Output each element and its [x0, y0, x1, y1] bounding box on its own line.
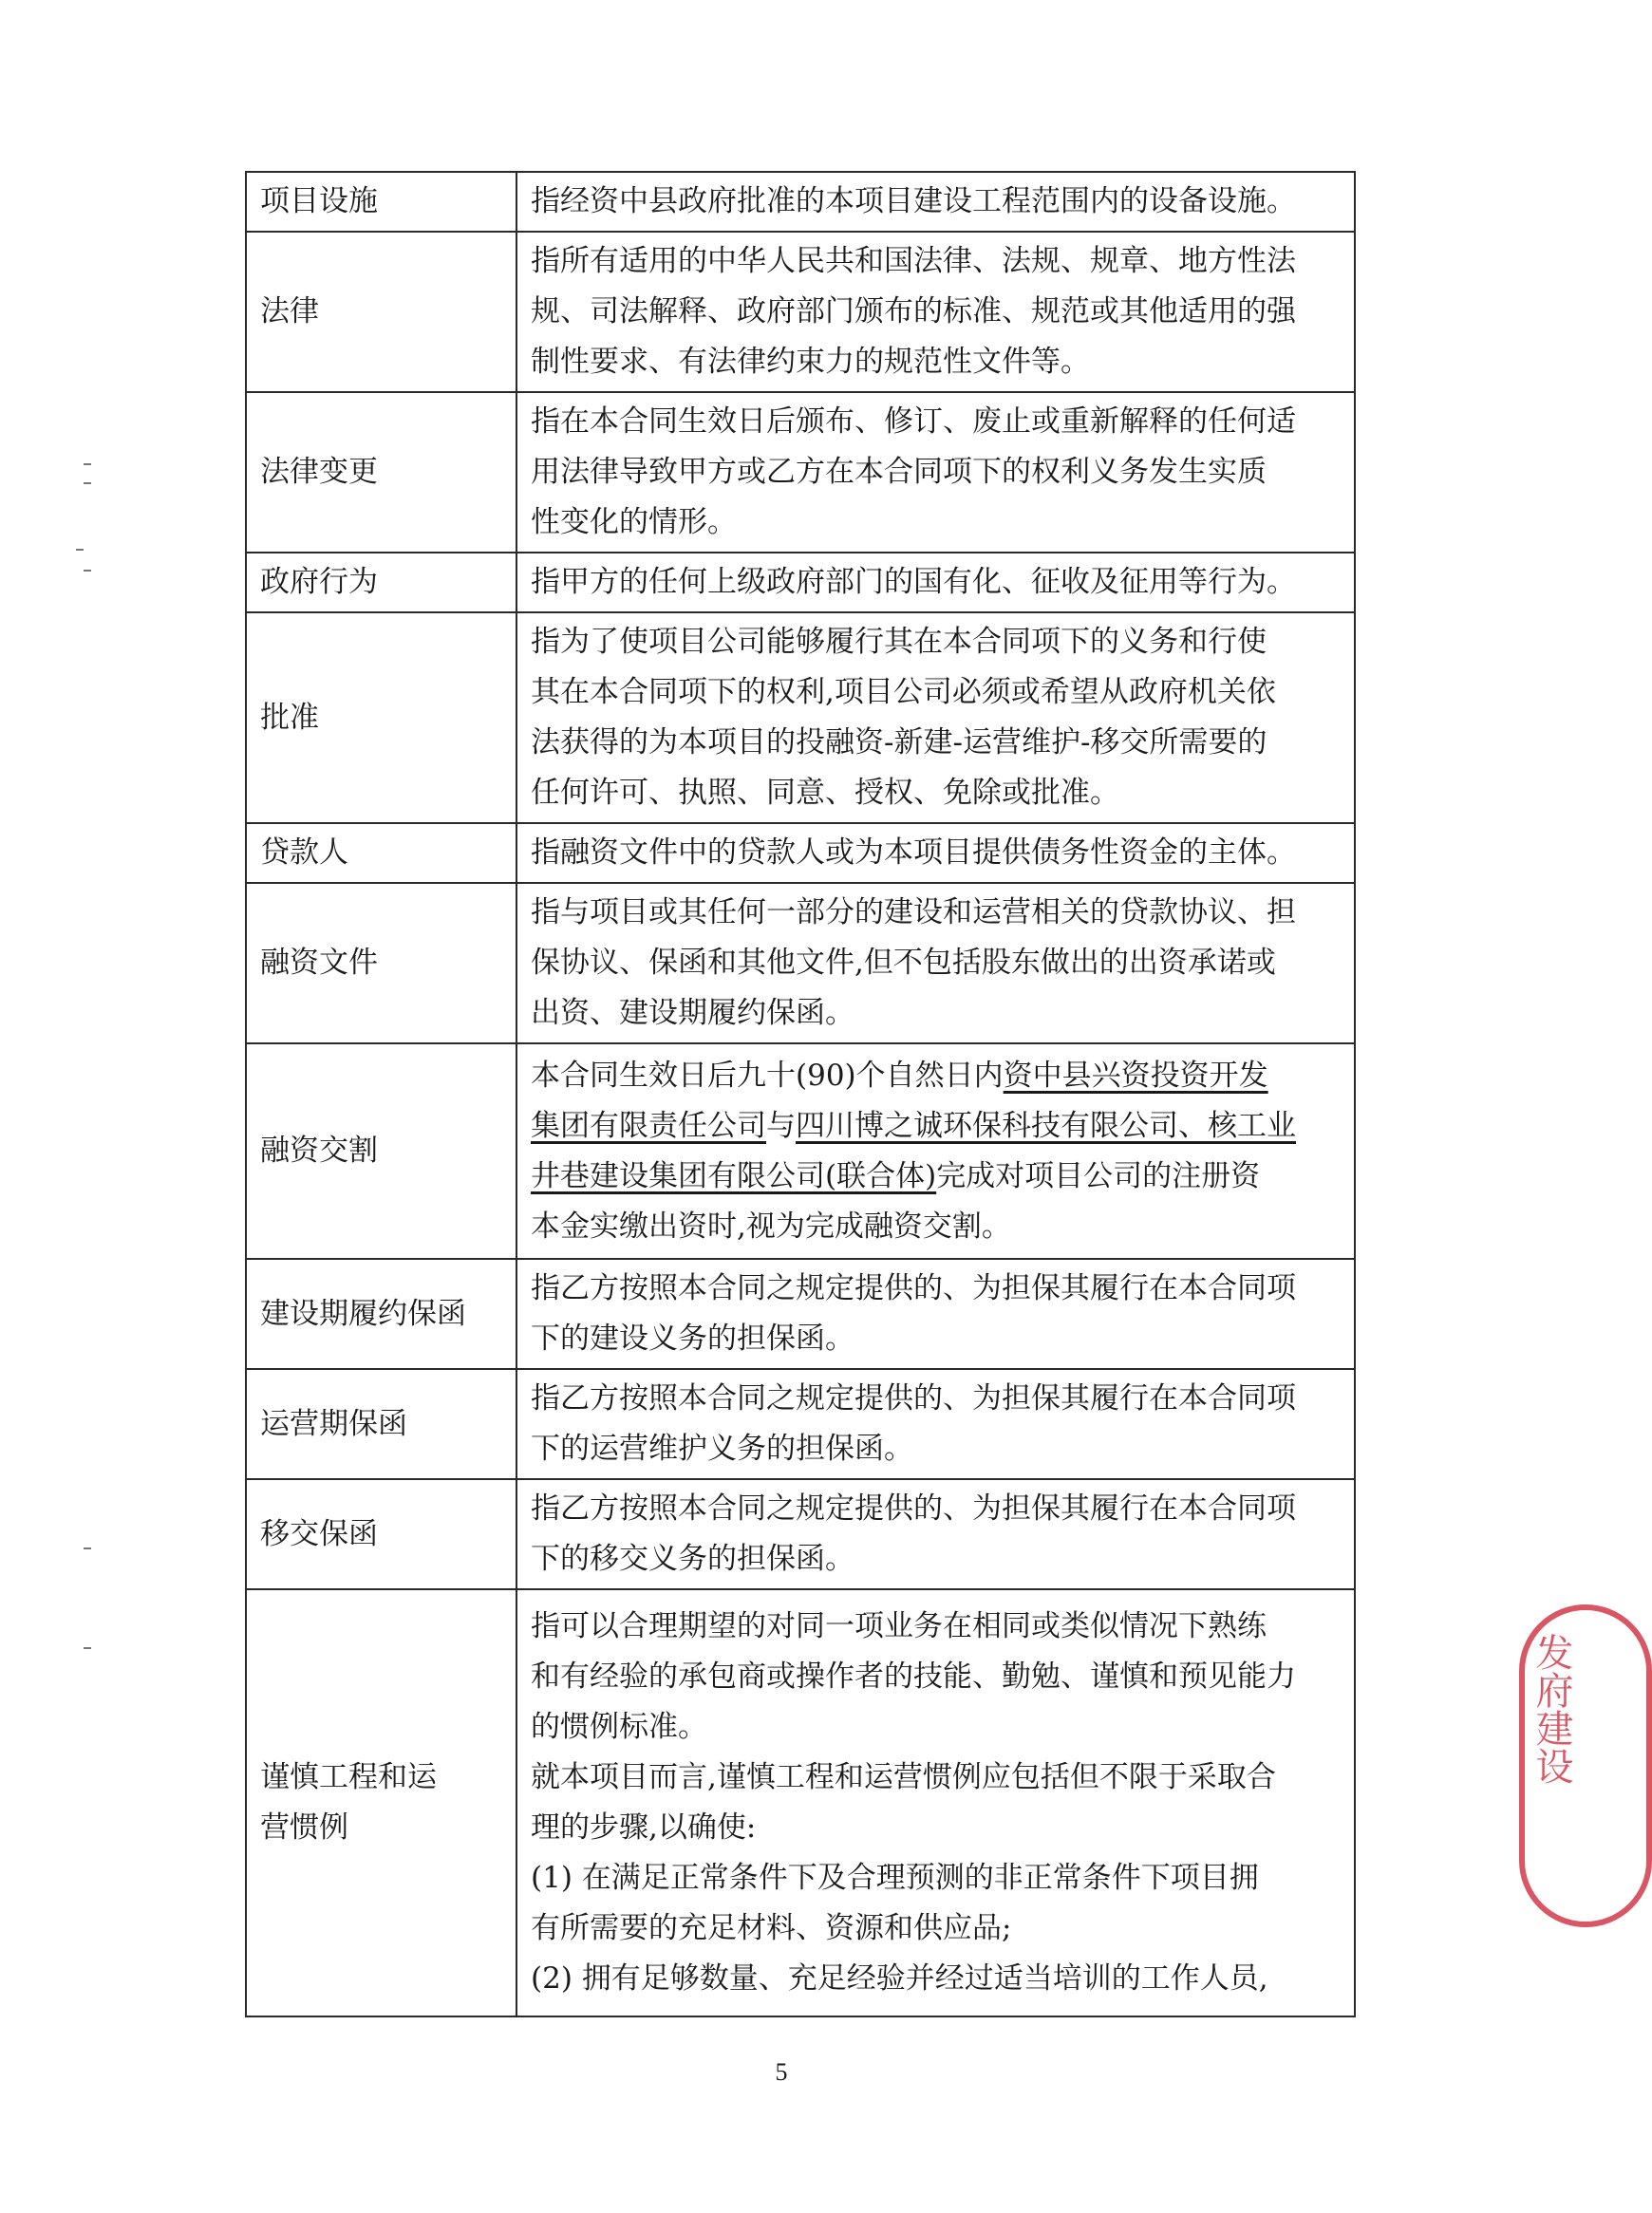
- definition-line: 性变化的情形。: [531, 505, 737, 539]
- table-row: [246, 553, 1355, 612]
- definition-line: 指与项目或其任何一部分的建设和运营相关的贷款协议、担: [531, 895, 1296, 929]
- text-run: 与: [766, 1108, 796, 1143]
- term-text: 移交保函: [260, 1516, 378, 1551]
- definition-cell: [516, 232, 1355, 392]
- definition-cell: [516, 1259, 1355, 1369]
- underlined-party: 资中县兴资投资开发: [1003, 1058, 1268, 1093]
- table-row: [246, 1479, 1355, 1589]
- scan-mark: [84, 1547, 91, 1549]
- definition-line: [531, 1152, 1341, 1202]
- definition-line: (2) 拥有足够数量、充足经验并经过适当培训的工作人员,: [531, 1961, 1268, 1996]
- definition-line: 指乙方按照本合同之规定提供的、为担保其履行在本合同项: [531, 1271, 1296, 1305]
- definition-line: 指乙方按照本合同之规定提供的、为担保其履行在本合同项: [531, 1491, 1296, 1526]
- definition-line: 理的步骤,以确使:: [531, 1810, 757, 1845]
- term-line: 谨慎工程和运: [260, 1760, 437, 1794]
- term-cell: [246, 1369, 516, 1479]
- underlined-party: 井巷建设集团有限公司(联合体): [531, 1158, 937, 1193]
- definition-line: [531, 1101, 1341, 1152]
- term-cell: [246, 1043, 516, 1259]
- definition-line: 下的运营维护义务的担保函。: [531, 1432, 913, 1466]
- definition-cell: [516, 1369, 1355, 1479]
- definition-cell: [516, 1479, 1355, 1589]
- definition-line: 法获得的为本项目的投融资-新建-运营维护-移交所需要的: [531, 725, 1267, 760]
- table-row: [246, 392, 1355, 553]
- term-cell: [246, 823, 516, 883]
- term-cell: [246, 553, 516, 612]
- term-cell: [246, 1479, 516, 1589]
- table-row: [246, 172, 1355, 232]
- term-text: 融资文件: [260, 946, 378, 980]
- underlined-party: 四川博之诚环保科技有限公司、核工业: [796, 1108, 1296, 1143]
- table-row: [246, 1259, 1355, 1369]
- scan-mark: [84, 482, 91, 484]
- table-row: [246, 612, 1355, 823]
- term-cell: [246, 392, 516, 553]
- seal-text: 发府建设: [1530, 1633, 1573, 1785]
- scan-mark: [84, 1647, 91, 1649]
- definition-cell: [516, 883, 1355, 1043]
- definition-cell: [516, 392, 1355, 553]
- term-text: 项目设施: [260, 184, 378, 218]
- table-row: [246, 1369, 1355, 1479]
- definition-line: 下的移交义务的担保函。: [531, 1542, 854, 1576]
- definition-cell: [516, 1043, 1355, 1259]
- term-cell: [246, 172, 516, 232]
- term-cell: [246, 612, 516, 823]
- definition-line: 的惯例标准。: [531, 1710, 707, 1744]
- table-row: [246, 883, 1355, 1043]
- term-text: 法律变更: [260, 455, 378, 489]
- definition-line: (1) 在满足正常条件下及合理预测的非正常条件下项目拥: [531, 1861, 1259, 1895]
- definition-line: 保协议、保函和其他文件,但不包括股东做出的出资承诺或: [531, 946, 1276, 980]
- definition-cell: [516, 823, 1355, 883]
- definition-line: 指为了使项目公司能够履行其在本合同项下的义务和行使: [531, 625, 1267, 659]
- term-cell: [246, 1589, 516, 2016]
- definition-line: 制性要求、有法律约束力的规范性文件等。: [531, 345, 1090, 379]
- definition-line: 和有经验的承包商或操作者的技能、勤勉、谨慎和预见能力: [531, 1660, 1296, 1694]
- scan-mark: [84, 570, 91, 572]
- definition-line: 指可以合理期望的对同一项业务在相同或类似情况下熟练: [531, 1609, 1267, 1643]
- table-row: [246, 232, 1355, 392]
- definition-line: 用法律导致甲方或乙方在本合同项下的权利义务发生实质: [531, 455, 1267, 489]
- term-text: 法律: [260, 294, 319, 328]
- term-text: 建设期履约保函: [260, 1296, 466, 1331]
- table-row: [246, 823, 1355, 883]
- definition-line: 出资、建设期履约保函。: [531, 996, 854, 1030]
- definition-line: 指乙方按照本合同之规定提供的、为担保其履行在本合同项: [531, 1381, 1296, 1416]
- term-text: 批准: [260, 700, 319, 735]
- definition-cell: [516, 612, 1355, 823]
- table-row: [246, 1589, 1355, 2016]
- term-text: 融资交割: [260, 1134, 378, 1168]
- scan-mark: [84, 463, 91, 465]
- table-row: [246, 1043, 1355, 1259]
- term-cell: [246, 1259, 516, 1369]
- definition-line: 下的建设义务的担保函。: [531, 1322, 854, 1356]
- definition-cell: [516, 1589, 1355, 2016]
- definition-line: 其在本合同项下的权利,项目公司必须或希望从政府机关依: [531, 675, 1276, 709]
- definition-line: 指融资文件中的贷款人或为本项目提供债务性资金的主体。: [531, 835, 1296, 870]
- term-line: 营惯例: [260, 1810, 348, 1845]
- definition-line: 指所有适用的中华人民共和国法律、法规、规章、地方性法: [531, 244, 1296, 278]
- term-text: 贷款人: [260, 835, 348, 870]
- term-text: 运营期保函: [260, 1406, 407, 1441]
- definition-line: 指经资中县政府批准的本项目建设工程范围内的设备设施。: [531, 184, 1296, 218]
- definition-line: 本金实缴出资时,视为完成融资交割。: [531, 1209, 1011, 1244]
- definition-cell: [516, 172, 1355, 232]
- underlined-party: 集团有限责任公司: [531, 1108, 766, 1143]
- page-number: 5: [775, 2058, 788, 2086]
- definitions-table: [245, 171, 1356, 2017]
- definition-line: 任何许可、执照、同意、授权、免除或批准。: [531, 776, 1119, 810]
- term-cell: [246, 232, 516, 392]
- definition-line: 指在本合同生效日后颁布、修订、废止或重新解释的任何适: [531, 404, 1296, 439]
- term-cell: [246, 883, 516, 1043]
- definition-line: 指甲方的任何上级政府部门的国有化、征收及征用等行为。: [531, 565, 1296, 599]
- scan-mark: [76, 549, 84, 551]
- definition-line: [531, 1051, 1341, 1101]
- text-run: 完成对项目公司的注册资: [936, 1158, 1261, 1193]
- text-run: 本合同生效日后九十(90)个自然日内: [531, 1058, 1004, 1093]
- definition-line: 规、司法解释、政府部门颁布的标准、规范或其他适用的强: [531, 294, 1296, 328]
- definition-cell: [516, 553, 1355, 612]
- term-text: 政府行为: [260, 565, 378, 599]
- definition-line: 有所需要的充足材料、资源和供应品;: [531, 1911, 1012, 1945]
- definition-line: 就本项目而言,谨慎工程和运营惯例应包括但不限于采取合: [531, 1760, 1276, 1794]
